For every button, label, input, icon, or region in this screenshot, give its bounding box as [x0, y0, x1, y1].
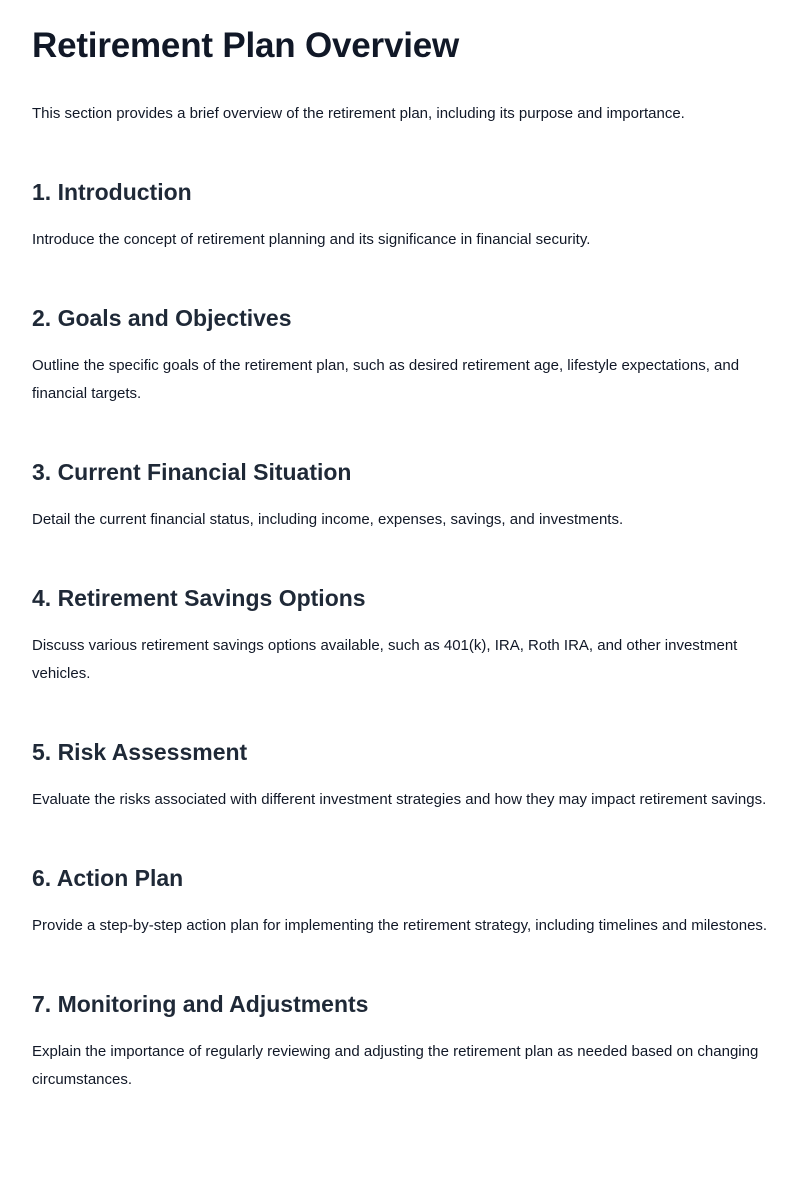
section-body: Evaluate the risks associated with different investment strategies and how they may impact retirement savings. [32, 791, 767, 808]
section-body: Discuss various retirement savings options available, such as 401(k), IRA, Roth IRA, and other investment vehicles. [32, 637, 738, 682]
section-current-financial-situation [32, 456, 768, 534]
section-heading: 5. Risk Assessment [32, 739, 248, 765]
section-body: Detail the current financial status, including income, expenses, savings, and investments. [32, 511, 624, 528]
section-body: Outline the specific goals of the retirement plan, such as desired retirement age, lifestyle expectations, and financial targets. [32, 357, 740, 402]
section-body: Introduce the concept of retirement planning and its significance in financial security. [32, 231, 591, 248]
section-retirement-savings-options [32, 582, 768, 688]
section-action-plan [32, 862, 768, 940]
section-body: Explain the importance of regularly reviewing and adjusting the retirement plan as needed based on changing circumstances. [32, 1043, 759, 1088]
section-heading: 3. Current Financial Situation [32, 459, 352, 485]
section-risk-assessment [32, 736, 768, 814]
intro-paragraph: This section provides a brief overview of the retirement plan, including its purpose and importance. [32, 105, 685, 122]
section-introduction [32, 176, 768, 254]
page-title: Retirement Plan Overview [32, 26, 460, 65]
section-monitoring-and-adjustments [32, 988, 768, 1094]
section-body: Provide a step-by-step action plan for implementing the retirement strategy, including timelines and milestones. [32, 917, 768, 934]
section-heading: 2. Goals and Objectives [32, 305, 292, 331]
section-heading: 1. Introduction [32, 179, 192, 205]
section-heading: 4. Retirement Savings Options [32, 585, 366, 611]
section-goals-and-objectives [32, 302, 768, 408]
section-heading: 6. Action Plan [32, 865, 184, 891]
section-heading: 7. Monitoring and Adjustments [32, 991, 369, 1017]
